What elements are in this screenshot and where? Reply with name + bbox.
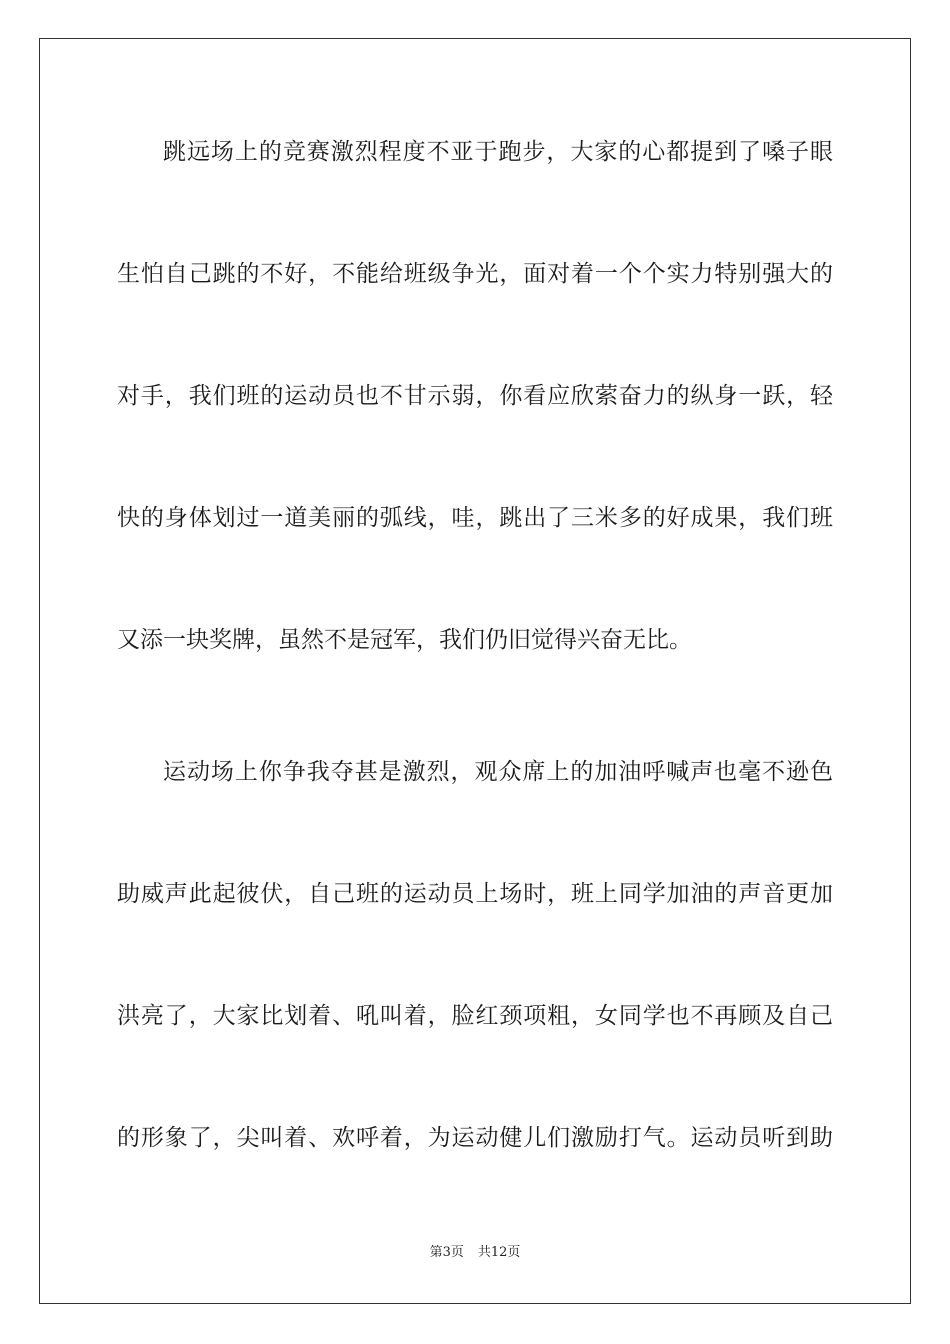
paragraph-2-line-4: 的形象了，尖叫着、欢呼着，为运动健儿们激励打气。运动员听到助 [117,1125,833,1151]
paragraph-1-line-5: 又添一块奖牌，虽然不是冠军，我们仍旧觉得兴奋无比。 [117,627,692,653]
page-footer [0,1244,950,1262]
page-border [39,38,911,1304]
paragraph-1-line-2: 生怕自己跳的不好，不能给班级争光，面对着一个个实力特别强大的 [117,261,833,287]
paragraph-1-line-3: 对手，我们班的运动员也不甘示弱，你看应欣萦奋力的纵身一跃，轻 [117,383,833,409]
paragraph-2-line-1: 运动场上你争我夺甚是激烈，观众席上的加油呼喊声也毫不逊色 [163,759,833,785]
page-number: 第3页 [429,1245,464,1260]
paragraph-1-line-1: 跳远场上的竞赛激烈程度不亚于跑步，大家的心都提到了嗓子眼 [163,139,833,165]
paragraph-2-line-3: 洪亮了，大家比划着、吼叫着，脸红颈项粗，女同学也不再顾及自己 [117,1003,833,1029]
paragraph-1-line-4: 快的身体划过一道美丽的弧线，哇，跳出了三米多的好成果，我们班 [117,505,833,531]
paragraph-2-line-2: 助威声此起彼伏，自己班的运动员上场时，班上同学加油的声音更加 [117,881,833,907]
page-total: 共12页 [477,1245,521,1260]
